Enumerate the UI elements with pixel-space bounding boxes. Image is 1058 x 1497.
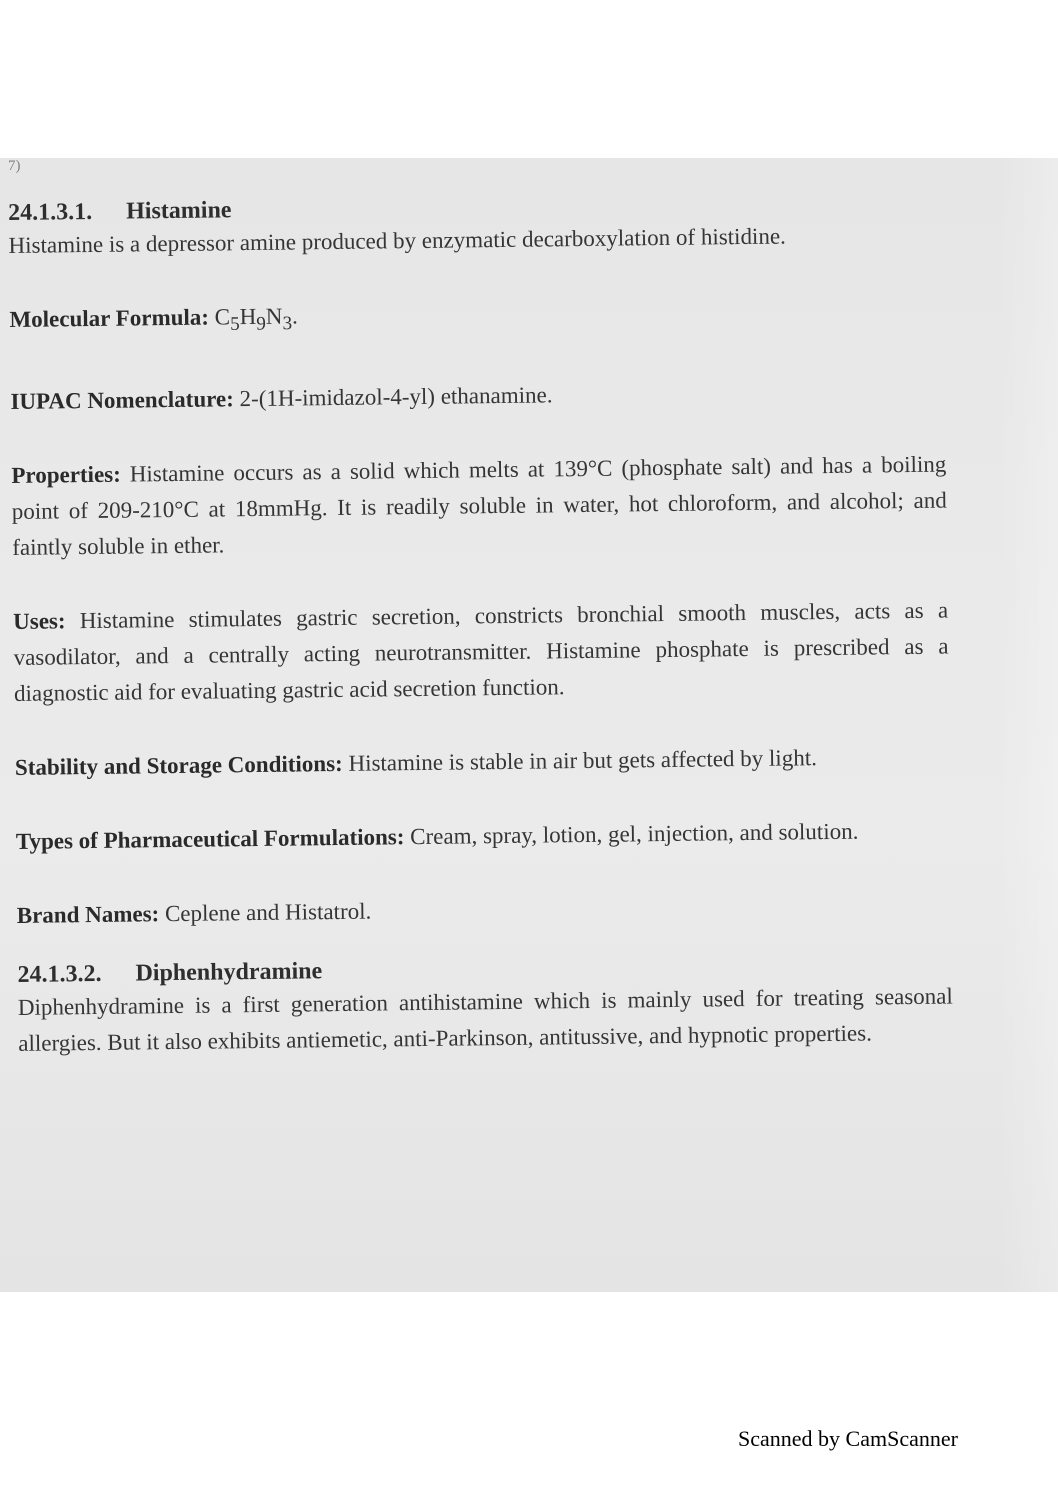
formulations-label: Types of Pharmaceutical Formulations: [15,823,405,854]
diphenhydramine-intro: Diphenhydramine is a first generation antihistamine which is mainly used for treating seasonal allergies. But it also exhibits antiemetic, anti-Parkinson, antitussive, and hypnotic properties. [17,983,953,1056]
stability-label: Stability and Storage Conditions: [14,750,343,780]
iupac-value: 2-(1H-imidazol-4-yl) ethanamine. [239,381,553,411]
molecular-formula-label: Molecular Formula: [9,304,210,332]
section-number: 24.1.3.2. [17,960,102,988]
histamine-intro: Histamine is a depressor amine produced by enzymatic decarboxylation of histidine. [8,223,786,258]
scanner-watermark: Scanned by CamScanner [738,1426,958,1451]
properties-text: Histamine occurs as a solid which melts at 139°C (phosphate salt) and has a boiling point of 209-210°C at 18mmHg. It is readily soluble in water, hot chloroform, and alcohol; and faintly soluble in ether. [11,451,947,560]
uses-label: Uses: [13,607,66,634]
section-title: Histamine [126,197,232,225]
properties-label: Properties: [11,461,121,488]
properties-paragraph [11,446,947,565]
iupac-label: IUPAC Nomenclature: [10,385,234,414]
brand-names-label: Brand Names: [16,900,160,928]
page-content [8,187,953,1062]
scanned-page [0,158,1058,1292]
brand-names-text: Ceplene and Histatrol. [164,898,372,926]
molecular-formula-value: $C_5H_9N_3$. [214,303,298,335]
formulations-text: Cream, spray, lotion, gel, injection, and solution. [410,818,859,849]
uses-text: Histamine stimulates gastric secretion, constricts bronchial smooth muscles, acts as a vasodilator, and a centrally acting neurotransmitter. Histamine phosphate is prescribed as a diagnostic aid for evaluating gastric acid secretion function. [13,597,949,706]
section-title: Diphenhydramine [135,957,323,987]
uses-paragraph [13,592,949,711]
section-number: 24.1.3.1. [8,198,93,226]
cut-off-line: 7) [8,158,21,174]
stability-text: Histamine is stable in air but gets affected by light. [348,744,818,776]
